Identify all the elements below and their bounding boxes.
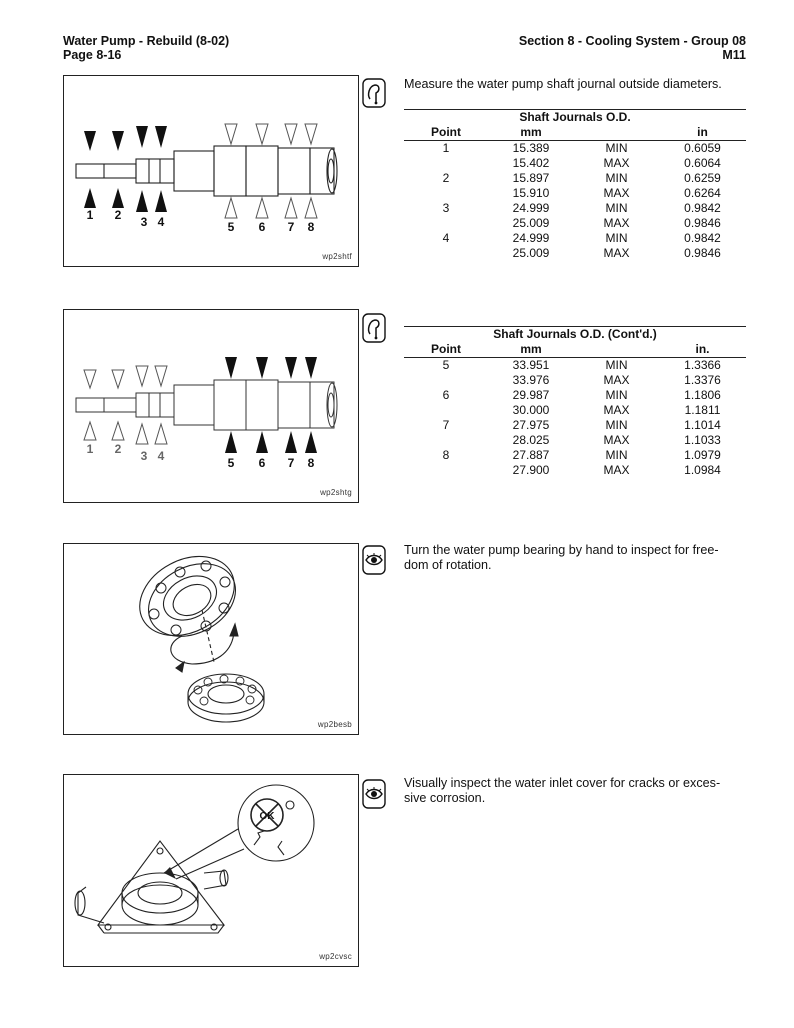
section-title: Section 8 - Cooling System - Group 08 — [518, 34, 746, 48]
table-row — [404, 171, 746, 186]
cell-limit: MAX — [603, 373, 630, 387]
cell-mm: 27.887 — [512, 448, 550, 462]
shaft-illustration — [64, 310, 360, 504]
step1-instruction: Measure the water pump shaft journal outside diameters. — [404, 77, 722, 91]
cell-in: 1.3376 — [684, 373, 721, 387]
cell-in: 0.6259 — [684, 171, 721, 185]
step4-instruction — [404, 776, 746, 806]
col-point: Point — [404, 125, 488, 141]
page-number: Page 8-16 — [63, 48, 122, 62]
table-row — [404, 403, 746, 418]
table-row — [404, 216, 746, 231]
table-row — [404, 201, 746, 216]
cell-in: 0.9842 — [684, 201, 721, 215]
cell-mm: 24.999 — [512, 231, 550, 245]
cell-limit: MIN — [605, 418, 628, 432]
document-title: Water Pump - Rebuild (8-02) — [63, 34, 230, 48]
cell-limit: MIN — [605, 141, 628, 155]
cell-mm: 29.987 — [512, 388, 550, 402]
cell-in: 0.9846 — [684, 216, 721, 230]
shaft-journals-table-1 — [404, 109, 746, 261]
cell-limit: MAX — [603, 246, 630, 260]
step3-instruction — [404, 543, 746, 573]
cell-mm: 15.402 — [512, 156, 550, 170]
cell-limit: MAX — [603, 433, 630, 447]
cell-mm: 25.009 — [512, 216, 550, 230]
cell-mm: 30.000 — [512, 403, 550, 417]
callout-5: 5 — [227, 220, 235, 234]
cell-in: 1.1806 — [684, 388, 721, 402]
cell-in: 1.0984 — [684, 463, 721, 477]
table-row — [404, 186, 746, 201]
callout-3: 3 — [140, 215, 148, 229]
cell-limit: MAX — [603, 403, 630, 417]
table-row — [404, 388, 746, 403]
figure-bearing-rotation — [63, 543, 359, 735]
cell-point: 8 — [442, 448, 450, 462]
callout-1: 1 — [86, 442, 94, 456]
cell-mm: 15.897 — [512, 171, 550, 185]
callout-5: 5 — [227, 456, 235, 470]
cell-mm: 27.900 — [512, 463, 550, 477]
cell-point — [404, 216, 488, 231]
callout-6: 6 — [258, 456, 266, 470]
measure-icon — [362, 78, 384, 104]
callout-4: 4 — [157, 215, 165, 229]
cell-in: 0.9842 — [684, 231, 721, 245]
cell-point: 5 — [442, 358, 450, 372]
table-row — [404, 246, 746, 261]
table-title: Shaft Journals O.D. — [404, 110, 746, 126]
cell-limit: MIN — [605, 448, 628, 462]
cell-in: 1.1014 — [684, 418, 721, 432]
table-row — [404, 433, 746, 448]
callout-8: 8 — [307, 220, 315, 234]
callout-1: 1 — [86, 208, 94, 222]
callout-6: 6 — [258, 220, 266, 234]
table-row — [404, 358, 746, 374]
step4-line1: Visually inspect the water inlet cover for cracks or exces- — [404, 776, 721, 790]
callout-2: 2 — [114, 208, 122, 222]
cell-in: 1.1033 — [684, 433, 721, 447]
shaft-illustration — [64, 76, 360, 268]
cell-mm: 27.975 — [512, 418, 550, 432]
table-row — [404, 448, 746, 463]
cell-mm: 24.999 — [512, 201, 550, 215]
table-row — [404, 373, 746, 388]
cell-limit: MIN — [605, 388, 628, 402]
cell-point: 1 — [442, 141, 450, 155]
col-mm: mm — [488, 342, 574, 358]
cell-mm: 28.025 — [512, 433, 550, 447]
cell-in: 1.3366 — [684, 358, 721, 372]
cell-point — [404, 463, 488, 478]
inlet-cover-illustration — [64, 775, 360, 968]
step4-line2: sive corrosion. — [404, 791, 486, 805]
table-row — [404, 231, 746, 246]
callout-7: 7 — [287, 220, 295, 234]
cell-point — [404, 186, 488, 201]
table-row — [404, 141, 746, 157]
cell-mm: 15.389 — [512, 141, 550, 155]
eye-icon — [362, 545, 384, 571]
cell-point — [404, 433, 488, 448]
stamp-text: OK — [259, 811, 275, 822]
cell-limit: MAX — [603, 186, 630, 200]
page-header-right — [519, 34, 746, 62]
cell-limit: MIN — [605, 171, 628, 185]
cell-limit: MAX — [603, 156, 630, 170]
callout-3: 3 — [140, 449, 148, 463]
cell-in: 1.0979 — [684, 448, 721, 462]
col-in: in — [659, 125, 746, 141]
figure-code: wp2besb — [317, 720, 352, 729]
cell-limit: MAX — [603, 463, 630, 477]
cell-point — [404, 246, 488, 261]
col-in: in. — [659, 342, 746, 358]
cell-limit: MIN — [605, 201, 628, 215]
cell-mm: 33.976 — [512, 373, 550, 387]
step3-line1: Turn the water pump bearing by hand to inspect for free- — [404, 543, 719, 557]
col-point: Point — [404, 342, 488, 358]
bearing-illustration — [64, 544, 360, 736]
eye-icon — [362, 779, 384, 805]
cell-in: 0.6264 — [684, 186, 721, 200]
table-row — [404, 418, 746, 433]
page-header-left — [63, 34, 229, 62]
cell-limit: MIN — [605, 358, 628, 372]
callout-4: 4 — [157, 449, 165, 463]
step3-line2: dom of rotation. — [404, 558, 492, 572]
cell-point — [404, 156, 488, 171]
cell-mm: 25.009 — [512, 246, 550, 260]
cell-point: 6 — [442, 388, 450, 402]
engine-model: M11 — [722, 48, 746, 62]
cell-in: 0.6064 — [684, 156, 721, 170]
measure-icon — [362, 313, 384, 339]
callout-7: 7 — [287, 456, 295, 470]
figure-inlet-cover — [63, 774, 359, 967]
cell-point: 4 — [442, 231, 450, 245]
cell-mm: 33.951 — [512, 358, 550, 372]
table-row — [404, 156, 746, 171]
cell-limit: MAX — [603, 216, 630, 230]
cell-point: 2 — [442, 171, 450, 185]
figure-shaft-journals-5-8 — [63, 309, 359, 503]
callout-8: 8 — [307, 456, 315, 470]
callout-2: 2 — [114, 442, 122, 456]
cell-in: 0.9846 — [684, 246, 721, 260]
figure-code: wp2shtf — [322, 252, 352, 261]
shaft-journals-table-2 — [404, 326, 746, 478]
cell-mm: 15.910 — [512, 186, 550, 200]
figure-shaft-journals-1-4 — [63, 75, 359, 267]
table-title: Shaft Journals O.D. (Cont'd.) — [404, 327, 746, 343]
figure-code: wp2cvsc — [319, 952, 352, 961]
cell-point — [404, 373, 488, 388]
figure-code: wp2shtg — [320, 488, 352, 497]
cell-point — [404, 403, 488, 418]
cell-in: 0.6059 — [684, 141, 721, 155]
table-row — [404, 463, 746, 478]
cell-point: 3 — [442, 201, 450, 215]
col-mm: mm — [488, 125, 574, 141]
cell-limit: MIN — [605, 231, 628, 245]
cell-point: 7 — [442, 418, 450, 432]
cell-in: 1.1811 — [684, 403, 721, 417]
